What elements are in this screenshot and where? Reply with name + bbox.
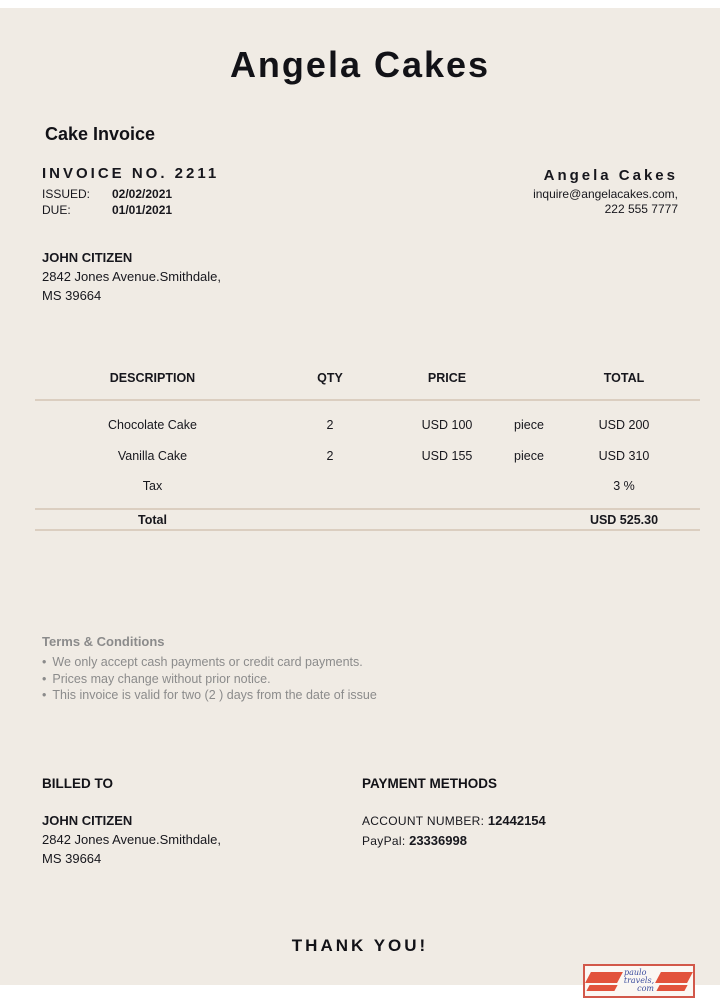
col-header-qty: QTY bbox=[317, 371, 343, 385]
table-row bbox=[0, 479, 720, 495]
cell-total: USD 310 bbox=[598, 449, 650, 463]
customer-address-line1: 2842 Jones Avenue.Smithdale, bbox=[42, 269, 222, 284]
watermark-line1: paulo bbox=[624, 968, 647, 977]
table-header-row bbox=[0, 371, 720, 387]
cell-price: USD 100 bbox=[421, 418, 473, 432]
cell-price: USD 155 bbox=[421, 449, 473, 463]
billed-to-body bbox=[42, 811, 221, 868]
customer-block bbox=[42, 248, 221, 305]
bullet-icon: • bbox=[42, 671, 47, 686]
invoice-meta bbox=[42, 165, 219, 218]
col-header-description: DESCRIPTION bbox=[109, 371, 196, 385]
billed-to-address-line1: 2842 Jones Avenue.Smithdale, bbox=[42, 832, 222, 847]
terms-heading: Terms & Conditions bbox=[42, 634, 165, 649]
watermark-line2: travels, bbox=[623, 976, 655, 985]
paypal-row bbox=[362, 831, 546, 851]
cell-unit: piece bbox=[514, 418, 544, 432]
watermark-text bbox=[620, 969, 658, 993]
red-bar-icon bbox=[585, 972, 623, 983]
terms-item bbox=[42, 654, 377, 671]
company-email: inquire@angelacakes.com, bbox=[533, 187, 678, 201]
billed-to-name: JOHN CITIZEN bbox=[42, 813, 133, 828]
billed-to-section bbox=[42, 776, 221, 868]
payment-methods-body bbox=[362, 811, 546, 851]
total-divider-top bbox=[35, 508, 700, 510]
red-bar-icon bbox=[586, 985, 617, 991]
paypal-label: PayPal: bbox=[362, 834, 406, 848]
due-row bbox=[42, 202, 219, 218]
terms-item bbox=[42, 687, 377, 704]
issued-label: ISSUED: bbox=[42, 187, 91, 201]
invoice-subtitle: Cake Invoice bbox=[45, 124, 156, 144]
payment-methods-heading: PAYMENT METHODS bbox=[362, 776, 498, 791]
terms-item-text: Prices may change without prior notice. bbox=[52, 671, 271, 686]
bullet-icon: • bbox=[42, 655, 47, 669]
red-bar-icon bbox=[655, 972, 693, 983]
header-divider bbox=[35, 399, 700, 401]
cell-description: Vanilla Cake bbox=[117, 449, 188, 463]
company-phone: 222 555 7777 bbox=[604, 202, 678, 216]
company-name: Angela Cakes bbox=[543, 167, 678, 184]
watermark-line3: com bbox=[637, 984, 654, 993]
account-number-value: 12442154 bbox=[487, 813, 546, 828]
table-total-row bbox=[0, 513, 720, 529]
invoice-page bbox=[0, 8, 720, 993]
cell-qty: 2 bbox=[326, 449, 334, 463]
billed-to-heading: BILLED TO bbox=[42, 776, 114, 791]
customer-address-line2: MS 39664 bbox=[42, 288, 102, 303]
issued-value: 02/02/2021 bbox=[112, 187, 173, 201]
terms-section bbox=[42, 634, 377, 704]
table-row bbox=[0, 418, 720, 434]
cell-unit: piece bbox=[514, 449, 544, 463]
col-header-price: PRICE bbox=[427, 371, 467, 385]
terms-item bbox=[42, 671, 377, 688]
payment-methods-section bbox=[362, 776, 546, 851]
due-value: 01/01/2021 bbox=[112, 203, 173, 217]
cell-description: Tax bbox=[142, 479, 163, 493]
total-value: USD 525.30 bbox=[589, 513, 659, 527]
customer-name: JOHN CITIZEN bbox=[42, 250, 133, 265]
cell-description: Chocolate Cake bbox=[108, 418, 197, 432]
terms-item-text: This invoice is valid for two (2 ) days from the date of issue bbox=[52, 688, 377, 702]
due-label: DUE: bbox=[42, 203, 71, 217]
cell-qty: 2 bbox=[326, 418, 334, 432]
watermark-logo bbox=[583, 964, 695, 998]
logo-stripes-right-icon bbox=[658, 972, 690, 991]
total-divider-bottom bbox=[35, 529, 700, 531]
total-label: Total bbox=[138, 513, 167, 527]
account-number-row bbox=[362, 811, 546, 831]
company-contact bbox=[533, 167, 678, 217]
thank-you-text: THANK YOU! bbox=[291, 936, 429, 955]
issued-row bbox=[42, 186, 219, 202]
page-title: Angela Cakes bbox=[229, 44, 491, 85]
terms-item-text: We only accept cash payments or credit card payments. bbox=[52, 655, 363, 669]
logo-stripes-left-icon bbox=[588, 972, 620, 991]
col-header-total: TOTAL bbox=[603, 371, 645, 385]
paypal-value: 23336998 bbox=[409, 833, 467, 848]
account-number-label: ACCOUNT NUMBER: bbox=[362, 814, 485, 828]
table-row bbox=[0, 449, 720, 465]
cell-total: USD 200 bbox=[598, 418, 650, 432]
invoice-number: INVOICE NO. 2211 bbox=[42, 165, 220, 182]
bullet-icon: • bbox=[42, 688, 47, 702]
red-bar-icon bbox=[656, 985, 687, 991]
billed-to-address-line2: MS 39664 bbox=[42, 851, 102, 866]
cell-total: 3 % bbox=[613, 479, 635, 493]
